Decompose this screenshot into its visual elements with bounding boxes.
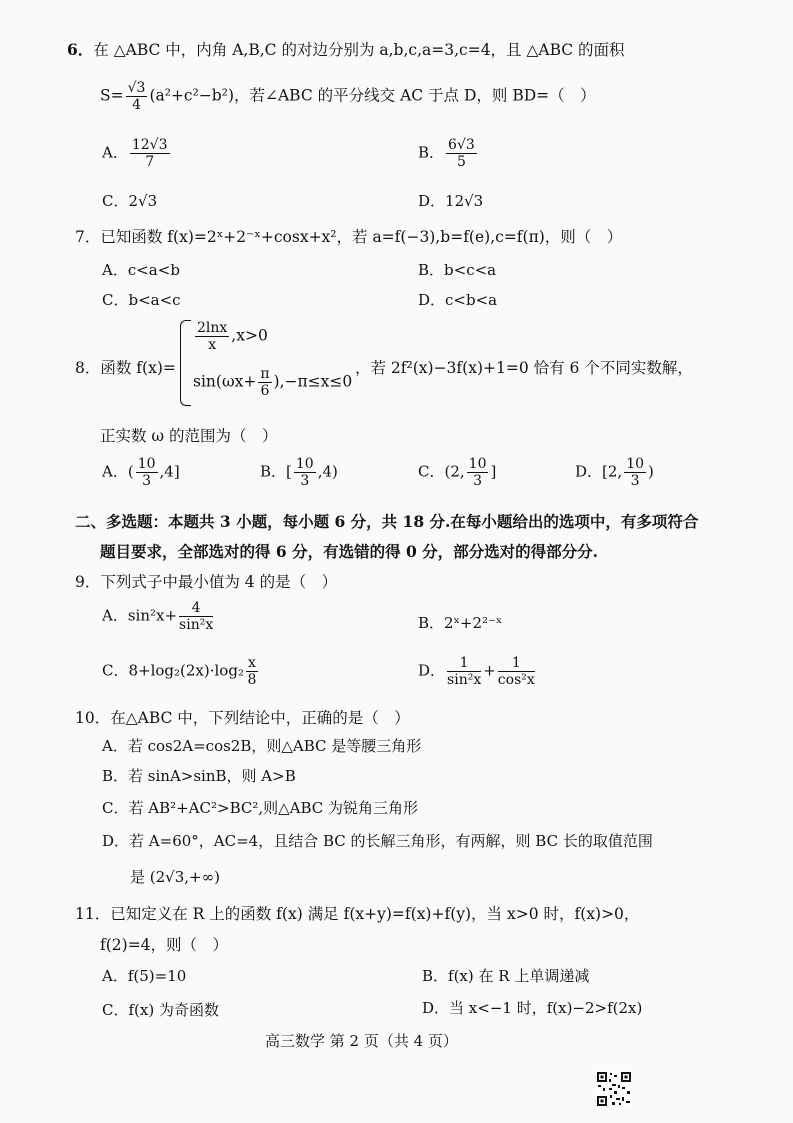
q8-case2 [193,366,352,399]
q6-stem2-right: (a²+c²−b²)，若∠ABC 的平分线交 AC 于点 D，则 BD=（ ） [149,86,596,105]
q8-d-open: [2, [602,462,623,481]
q8-d-fraction [624,456,646,489]
q9-a-num: 4 [179,600,213,617]
q8-piecewise-brace [180,320,191,406]
q10-option-d-cont: 是 (2√3,+∞) [130,868,220,886]
q6-option-a[interactable] [102,137,172,170]
q6-option-c[interactable]: C．2√3 [102,192,158,210]
q6-stem2-fraction [126,80,148,113]
q6-stem-line2 [100,80,596,113]
q9-option-d[interactable] [418,655,537,688]
q8-d-num: 10 [626,456,645,472]
q8-case2-fraction [258,366,271,399]
q8-c-rest: ] [490,462,497,481]
q9-option-c[interactable] [102,655,260,688]
q9-d-num1: 1 [447,655,481,672]
q8-a-rest: ,4] [159,462,180,481]
q8-option-a[interactable] [102,456,180,489]
q8-case1 [193,320,268,353]
q8-d-label: D． [575,462,603,481]
q8-case2-num: π [260,366,270,382]
q7-option-b[interactable]: B．b<c<a [418,261,497,279]
q6-b-den: 5 [456,154,466,171]
q8-b-den: 3 [300,473,310,490]
q8-b-fraction [294,456,316,489]
q8-a-open: ( [127,462,134,481]
q9-option-b[interactable]: B．2ˣ+2²⁻ˣ [418,614,503,632]
q8-c-fraction [467,456,489,489]
q10-option-d[interactable]: D．若 A=60°，AC=4，且结合 BC 的长解三角形，有两解，则 BC 长的取值范围 [102,832,653,850]
q9-d-den2: cos²x [497,672,535,689]
section2-line2: 题目要求，全部选对的得 6 分，有选错的得 0 分，部分选对的得部分分. [100,542,599,561]
q9-a-left: A．sin²x+ [102,606,178,625]
q9-d-num2: 1 [498,655,535,672]
q7-option-a[interactable]: A．c<a<b [102,261,180,279]
q11-option-a[interactable]: A．f(5)=10 [102,967,187,985]
section2-line1: 二、多选题：本题共 3 小题，每小题 6 分，共 18 分.在每小题给出的选项中，有多项符合 [75,512,699,531]
q9-option-a[interactable] [102,600,215,633]
page-footer: 高三数学 第 2 页（共 4 页） [265,1032,458,1050]
q8-case2-right: ),−π≤x≤0 [273,372,353,391]
q8-case1-cond: ,x>0 [231,326,268,345]
q11-stem2: f(2)=4，则（ ） [100,936,229,954]
q6-stem1: 在 △ABC 中，内角 A,B,C 的对边分别为 a,b,c,a=3,c=4，且 △ABC 的面积 [93,41,625,59]
q9-a-fraction [179,600,213,633]
q8-c-label: C． [418,462,445,481]
q8-a-num: 10 [137,456,156,472]
q11-option-c[interactable]: C．f(x) 为奇函数 [102,1001,219,1019]
q7-stem: 7．已知函数 f(x)=2ˣ+2⁻ˣ+cosx+x²，若 a=f(−3),b=f(e),c=f(π)，则（ ） [75,228,623,246]
q6-stem2-left: S= [100,86,124,105]
q6-frac-num: √3 [127,80,146,96]
q9-c-den: 8 [247,672,257,689]
q8-a-den: 3 [142,473,152,490]
q8-b-open: [ [286,462,292,481]
q8-c-open: (2, [444,462,465,481]
q7-option-c[interactable]: C．b<a<c [102,291,181,309]
q6-a-fraction [130,137,170,170]
q9-c-left: C．8+log₂(2x)·log₂ [102,661,244,680]
q8-b-label: B． [260,462,287,481]
q8-lead: 8．函数 f(x)= [75,359,176,377]
q10-option-a[interactable]: A．若 cos2A=cos2B，则△ABC 是等腰三角形 [102,737,422,755]
q11-stem: 11．已知定义在 R 上的函数 f(x) 满足 f(x+y)=f(x)+f(y)，当 x>0 时，f(x)>0， [75,905,640,923]
q8-c-num: 10 [468,456,487,472]
q9-d-fraction2 [498,655,535,688]
q9-c-fraction [246,655,258,688]
q6-b-label: B． [418,143,445,162]
q8-case1-fraction [195,320,229,353]
q8-a-label: A． [102,462,128,481]
q11-option-d[interactable]: D．当 x<−1 时，f(x)−2>f(2x) [422,999,643,1017]
q6-number: 6． [67,40,94,59]
q6-stem-line1 [67,38,625,60]
q8-b-num: 10 [295,456,314,472]
q8-b-rest: ,4) [317,462,338,481]
q9-d-fraction1 [447,655,481,688]
q8-case2-den: 6 [260,383,270,400]
q8-d-rest: ) [648,462,654,481]
q9-stem: 9．下列式子中最小值为 4 的是（ ） [75,573,338,591]
q6-a-label: A． [102,143,128,162]
q11-option-b[interactable]: B．f(x) 在 R 上单调递减 [422,967,590,985]
q8-option-b[interactable] [260,456,338,489]
q8-case2-left: sin(ωx+ [193,372,257,391]
q9-a-den: sin²x [179,617,214,634]
q8-d-den: 3 [630,473,640,490]
q8-a-fraction [136,456,158,489]
q9-c-num: x [247,655,256,671]
q8-c-den: 3 [473,473,483,490]
q8-option-c[interactable] [418,456,496,489]
q10-option-b[interactable]: B．若 sinA>sinB，则 A>B [102,767,296,785]
q8-line2: 正实数 ω 的范围为（ ） [100,427,278,445]
q6-option-d[interactable]: D．12√3 [418,192,484,210]
q6-b-fraction [446,137,477,170]
q8-tail: ，若 2f²(x)−3f(x)+1=0 恰有 6 个不同实数解， [355,359,693,377]
q9-d-label: D． [418,661,446,680]
q7-option-d[interactable]: D．c<b<a [418,291,498,309]
q6-option-b[interactable] [418,137,479,170]
q6-frac-den: 4 [132,97,141,114]
q10-stem: 10．在△ABC 中，下列结论中，正确的是（ ） [75,709,410,727]
q6-a-den: 7 [145,154,155,171]
q8-option-d[interactable] [575,456,654,489]
q9-d-plus: + [483,661,496,680]
q8-case1-den: x [208,337,217,354]
q6-b-num: 6√3 [448,137,475,153]
q9-d-den1: sin²x [447,672,482,689]
q8-case1-num: 2lnx [197,320,228,336]
qr-code-icon [596,1071,632,1107]
q6-a-num: 12√3 [131,137,168,153]
q10-option-c[interactable]: C．若 AB²+AC²>BC²,则△ABC 为锐角三角形 [102,799,419,817]
